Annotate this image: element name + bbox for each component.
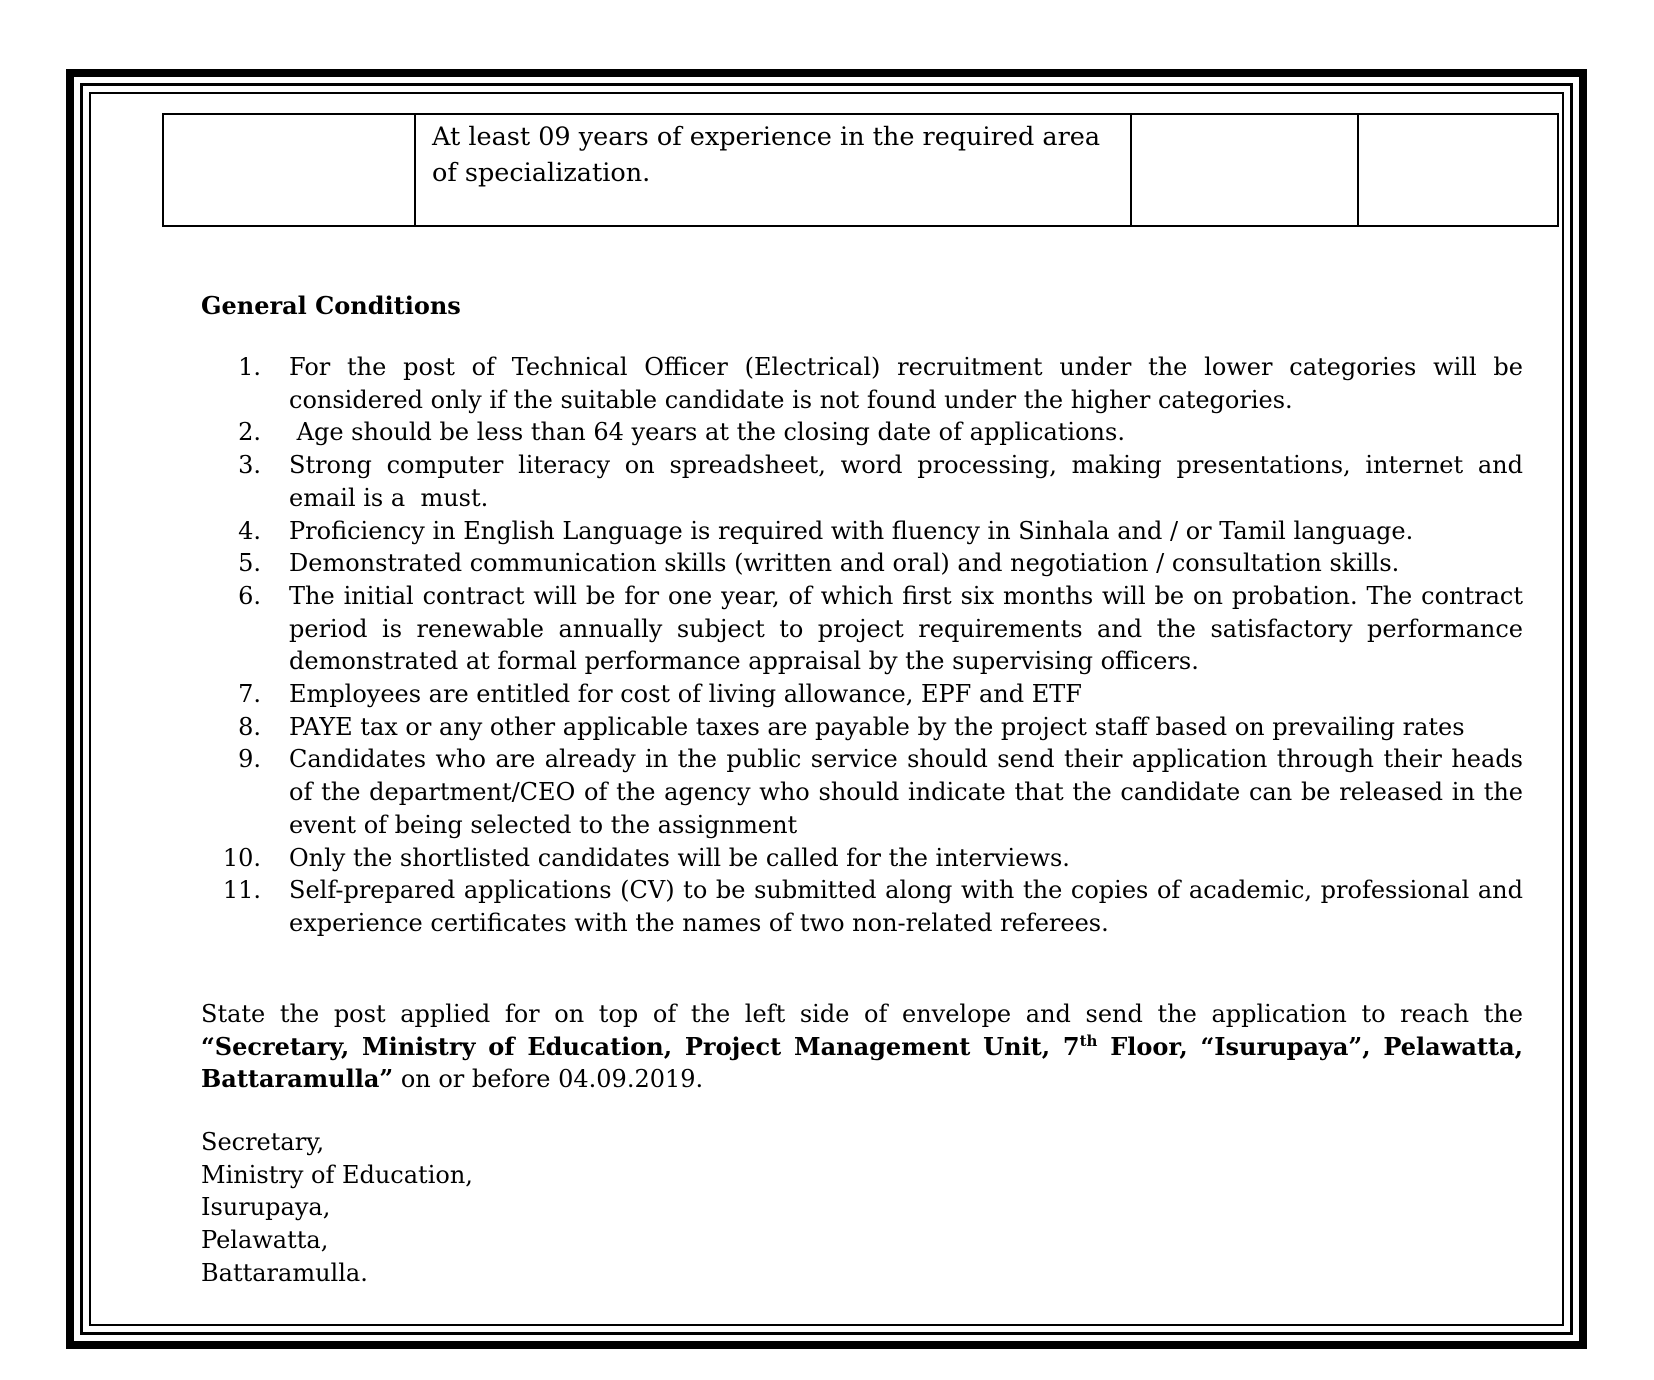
list-item-text: Strong computer literacy on spreadsheet, word processing, making presentations, internet and email is a must.: [289, 451, 1531, 512]
list-item: [201, 515, 1523, 548]
list-item-text: Employees are entitled for cost of living allowance, EPF and ETF: [289, 680, 1082, 709]
address-line: Secretary,: [201, 1128, 325, 1156]
list-item: [201, 842, 1523, 875]
list-item: [201, 874, 1523, 939]
submission-intro: State the post applied for on top of the left side of envelope and send the application to reach the: [201, 1000, 1523, 1028]
ordinal-suffix: th: [1079, 1031, 1098, 1050]
list-item-text: The initial contract will be for one year, of which first six months will be on probation. The contract period is renewable annually subject to project requirements and the satisfactory performance demonstrated at formal performance appraisal by the supervising officers.: [289, 581, 1523, 676]
submission-instructions: [201, 998, 1523, 1096]
list-item-text: Age should be less than 64 years at the closing date of applications.: [289, 418, 1125, 447]
table-cell-empty-1: [163, 114, 415, 226]
list-item: [201, 416, 1523, 449]
experience-requirement-text: At least 09 years of experience in the required area of specialization.: [432, 122, 1101, 188]
list-item: [201, 580, 1523, 678]
submission-deadline: on or before 04.09.2019.: [393, 1065, 704, 1094]
list-item-number: 1.: [238, 353, 261, 381]
list-item-number: 9.: [238, 745, 261, 774]
list-item-number: 7.: [238, 680, 261, 709]
list-item: [201, 449, 1531, 514]
list-item-text: Self-prepared applications (CV) to be submitted along with the copies of academic, professional and experience certificates with the names of two non-related referees.: [289, 876, 1523, 937]
list-item-text: Candidates who are already in the public service should send their application through their heads of the department/CEO of the agency who should indicate that the candidate can be released in the event of being selected to the assignment: [289, 745, 1523, 839]
list-item-number: 10.: [222, 843, 261, 872]
submission-address-part-2: Floor, “Isurupaya”, Pelawatta, Battaramulla”: [201, 1031, 1523, 1094]
list-item: [201, 743, 1523, 841]
address-line: Isurupaya,: [201, 1193, 331, 1222]
list-item-text: For the post of Technical Officer (Electrical) recruitment under the lower categories will be considered only if the suitable candidate is not found under the higher categories.: [289, 353, 1523, 414]
address-line: Pelawatta,: [201, 1226, 329, 1255]
table-cell-empty-4: [1358, 114, 1558, 226]
general-conditions-heading: General Conditions: [201, 291, 461, 320]
list-item-number: 6.: [238, 581, 261, 610]
list-item-number: 4.: [238, 516, 261, 545]
list-item-text: Demonstrated communication skills (written and oral) and negotiation / consultation skills.: [289, 549, 1400, 578]
submission-address-part-1: “Secretary, Ministry of Education, Project Management Unit, 7: [201, 1031, 1080, 1061]
table-cell-experience: [415, 114, 1131, 226]
table-row: [163, 114, 1558, 226]
requirements-table: [162, 113, 1559, 227]
list-item-number: 2.: [238, 418, 261, 447]
list-item-text: Only the shortlisted candidates will be called for the interviews.: [289, 843, 1070, 872]
list-item: [201, 711, 1523, 744]
list-item-text: PAYE tax or any other applicable taxes are payable by the project staff based on prevailing rates: [289, 712, 1465, 741]
mailing-address: [201, 1126, 473, 1290]
conditions-list: [201, 351, 1531, 940]
address-line: Ministry of Education,: [201, 1160, 473, 1189]
address-line: Battaramulla.: [201, 1258, 368, 1287]
list-item-text: Proficiency in English Language is required with fluency in Sinhala and / or Tamil language.: [289, 516, 1414, 545]
list-item-number: 11.: [222, 876, 261, 905]
list-item: [201, 351, 1523, 416]
list-item-number: 5.: [238, 549, 261, 578]
list-item: [201, 678, 1523, 711]
list-item-number: 3.: [238, 451, 261, 480]
list-item-number: 8.: [238, 712, 261, 741]
table-cell-empty-3: [1131, 114, 1358, 226]
list-item: [201, 547, 1523, 580]
